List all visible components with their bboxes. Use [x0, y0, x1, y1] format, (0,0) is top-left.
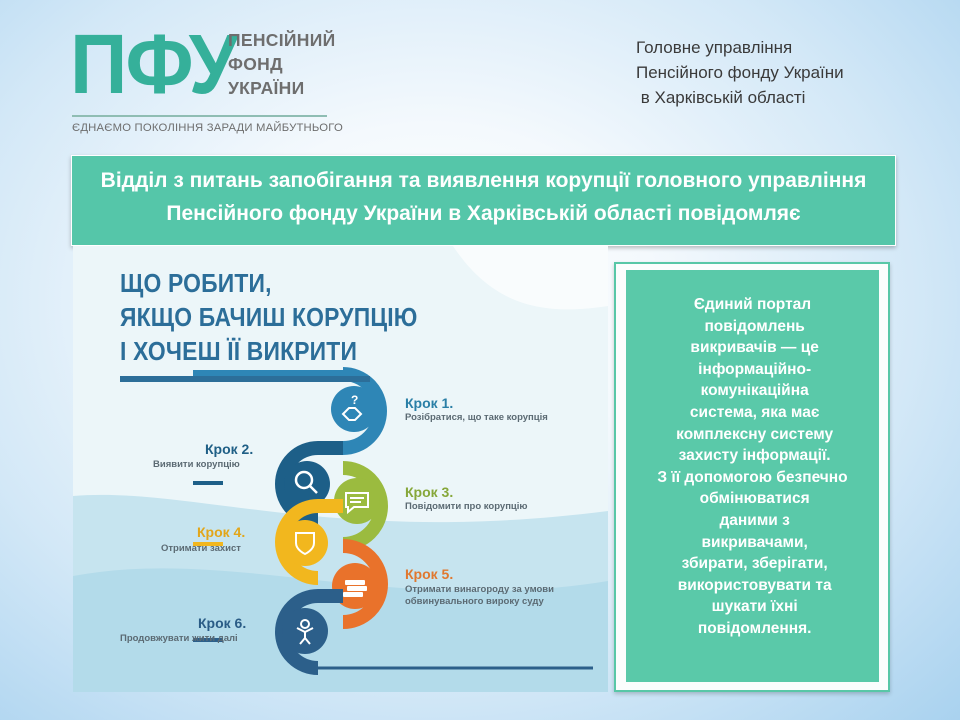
- infographic-title-line: ЯКЩО БАЧИШ КОРУПЦІЮ: [120, 302, 418, 332]
- step-2-label: Крок 2.: [205, 441, 254, 457]
- logo-divider: [72, 115, 327, 117]
- logo-name-line: ФОНД: [228, 54, 283, 74]
- title-underline: [120, 376, 370, 382]
- announcement-banner: [71, 155, 896, 246]
- pfu-logo: [70, 17, 343, 142]
- svg-text:?: ?: [351, 393, 359, 407]
- logo-slogan: ЄДНАЄМО ПОКОЛІННЯ ЗАРАДИ МАЙБУТНЬОГО: [72, 122, 343, 134]
- logo-mark: ПФУ: [70, 17, 237, 111]
- banner-text: [72, 164, 895, 230]
- step-5-desc: Отримати винагороду за умови обвинувального вироку суду: [405, 584, 554, 607]
- logo-name: [228, 28, 335, 100]
- step-6-desc: Продовжувати жити далі: [120, 633, 238, 644]
- step-3-label: Крок 3.: [405, 484, 454, 500]
- step-5-label: Крок 5.: [405, 566, 454, 582]
- step-1-swirl: [193, 374, 380, 448]
- step-6-label: Крок 6.: [198, 615, 247, 631]
- step-4-desc: Отримати захист: [161, 543, 241, 554]
- logo-name-line: ПЕНСІЙНИЙ: [228, 30, 336, 50]
- info-panel: [626, 270, 879, 682]
- background-wave: [453, 246, 608, 309]
- infographic-title-line: ЩО РОБИТИ,: [120, 268, 272, 298]
- step-1-desc: Розібратися, що таке корупція: [405, 412, 548, 423]
- logo-name-line: УКРАЇНИ: [228, 78, 305, 98]
- banner-line: Відділ з питань запобігання та виявлення корупції головного управління: [100, 169, 867, 192]
- banner-line: Пенсійного фонду України в Харківській області повідомляє: [166, 202, 801, 225]
- step-4-label: Крок 4.: [197, 524, 246, 540]
- infographic: [73, 246, 608, 692]
- infographic-title-line: І ХОЧЕШ ЇЇ ВИКРИТИ: [120, 336, 358, 366]
- step-1-label: Крок 1.: [405, 395, 454, 411]
- info-panel-text: Єдиний портал повідомлень викривачів — це інформаційно- комунікаційна система, яка має комплексну систему захисту інформації. З її допомогою безпечно обмінюватися даними з викривачами, збирати, зберігати, використовувати та шукати їхні повідомлення.: [657, 296, 848, 637]
- organization-name: Головне управління Пенсійного фонду України в Харківській області: [636, 38, 844, 107]
- step-2-desc: Виявити корупцію: [153, 459, 240, 470]
- step-3-desc: Повідомити про корупцію: [405, 501, 528, 512]
